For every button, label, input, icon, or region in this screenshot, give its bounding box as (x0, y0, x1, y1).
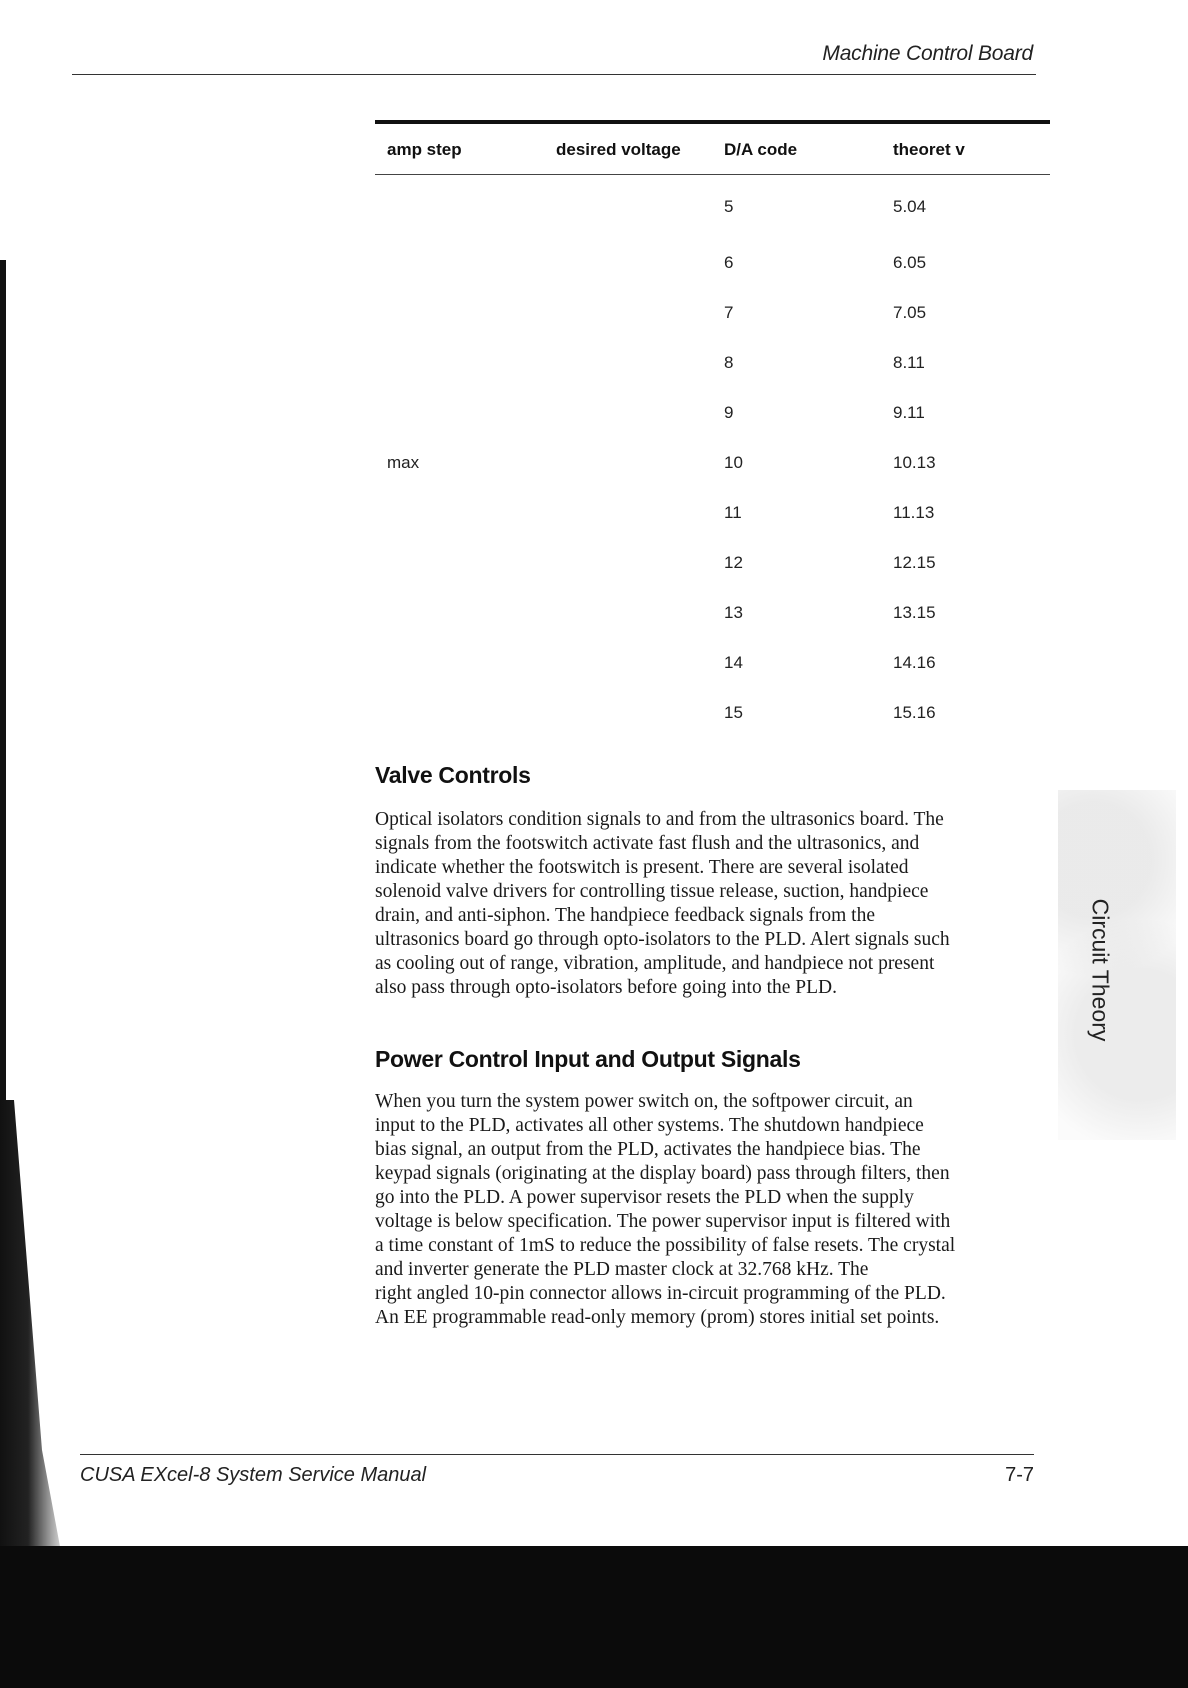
header-rule (72, 74, 1036, 75)
cell-theoret-v: 10.13 (893, 453, 936, 472)
paragraph-line: voltage is below specification. The power supervisor input is filtered with (375, 1211, 951, 1232)
cell-theoret-v: 5.04 (893, 197, 927, 216)
chapter-side-label-text: Circuit Theory (1087, 898, 1114, 1042)
cell-da-code: 7 (724, 303, 734, 322)
cell-theoret-v: 13.15 (893, 603, 936, 622)
paragraph-line: indicate whether the footswitch is present. There are several isolated (375, 857, 909, 878)
column-header-da-code: D/A code (724, 140, 798, 159)
cell-amp-step: max (387, 453, 420, 472)
column-header-theoret-v: theoret v (893, 140, 965, 159)
paragraph-line: and inverter generate the PLD master clock at 32.768 kHz. The (375, 1259, 869, 1280)
binding-shadow (0, 1100, 70, 1600)
column-header-amp-step: amp step (387, 140, 462, 159)
paragraph-line: When you turn the system power switch on, the softpower circuit, an (375, 1091, 913, 1112)
section-body-power-control (375, 1090, 1035, 1330)
paragraph-line: An EE programmable read-only memory (prom) stores initial set points. (375, 1307, 940, 1328)
table-header-row (375, 124, 1050, 175)
cell-da-code: 15 (724, 703, 743, 722)
paragraph-line: a time constant of 1mS to reduce the possibility of false resets. The crystal (375, 1235, 956, 1256)
paragraph-line: as cooling out of range, vibration, amplitude, and handpiece not present (375, 953, 935, 974)
paragraph-line: solenoid valve drivers for controlling tissue release, suction, handpiece (375, 881, 929, 902)
chapter-side-label (1080, 900, 1120, 1040)
column-header-desired-voltage: desired voltage (556, 140, 681, 159)
paragraph-line: go into the PLD. A power supervisor resets the PLD when the supply (375, 1187, 914, 1208)
section-body-valve-controls (375, 808, 1035, 1000)
cell-theoret-v: 9.11 (893, 403, 925, 422)
footer-manual-title: CUSA EXcel-8 System Service Manual (80, 1464, 427, 1486)
paragraph-line: right angled 10-pin connector allows in-circuit programming of the PLD. (375, 1283, 946, 1304)
section-heading-valve-controls: Valve Controls (375, 762, 531, 788)
table-row (375, 275, 1050, 325)
cell-theoret-v: 14.16 (893, 653, 936, 672)
paragraph-line: Optical isolators condition signals to and from the ultrasonics board. The (375, 809, 944, 830)
section-heading-power-control: Power Control Input and Output Signals (375, 1046, 801, 1072)
da-code-table (375, 120, 1050, 725)
cell-da-code: 10 (724, 453, 743, 472)
cell-da-code: 11 (724, 503, 742, 522)
paragraph-line: keypad signals (originating at the display board) pass through filters, then (375, 1163, 950, 1184)
paragraph-line: drain, and anti-siphon. The handpiece feedback signals from the (375, 905, 875, 926)
cell-theoret-v: 8.11 (893, 353, 925, 372)
cell-theoret-v: 15.16 (893, 703, 936, 722)
paragraph-line: input to the PLD, activates all other systems. The shutdown handpiece (375, 1115, 924, 1136)
cell-da-code: 6 (724, 253, 734, 272)
table-row (375, 575, 1050, 625)
cell-da-code: 9 (724, 403, 734, 422)
table-row (375, 225, 1050, 275)
table-row (375, 425, 1050, 475)
cell-theoret-v: 11.13 (893, 503, 935, 522)
cell-da-code: 14 (724, 653, 743, 672)
cell-theoret-v: 7.05 (893, 303, 927, 322)
page-number: 7-7 (1005, 1464, 1034, 1486)
cell-da-code: 8 (724, 353, 734, 372)
cell-da-code: 13 (724, 603, 743, 622)
running-header-title: Machine Control Board (822, 42, 1033, 65)
table-row (375, 175, 1050, 225)
table-row (375, 675, 1050, 725)
paragraph-line: signals from the footswitch activate fast flush and the ultrasonics, and (375, 833, 920, 854)
table-row (375, 375, 1050, 425)
table-body (375, 175, 1050, 725)
table-row (375, 475, 1050, 525)
table-row (375, 625, 1050, 675)
table-row (375, 525, 1050, 575)
cell-da-code: 5 (724, 197, 734, 216)
paragraph-line: also pass through opto-isolators before going into the PLD. (375, 977, 837, 998)
footer-rule (80, 1454, 1034, 1455)
cell-theoret-v: 6.05 (893, 253, 927, 272)
paragraph-line: bias signal, an output from the PLD, activates the handpiece bias. The (375, 1139, 921, 1160)
paragraph-line: ultrasonics board go through opto-isolators to the PLD. Alert signals such (375, 929, 950, 950)
cell-da-code: 12 (724, 553, 743, 572)
scan-bottom-edge (0, 1546, 1188, 1688)
cell-theoret-v: 12.15 (893, 553, 936, 572)
table-row (375, 325, 1050, 375)
